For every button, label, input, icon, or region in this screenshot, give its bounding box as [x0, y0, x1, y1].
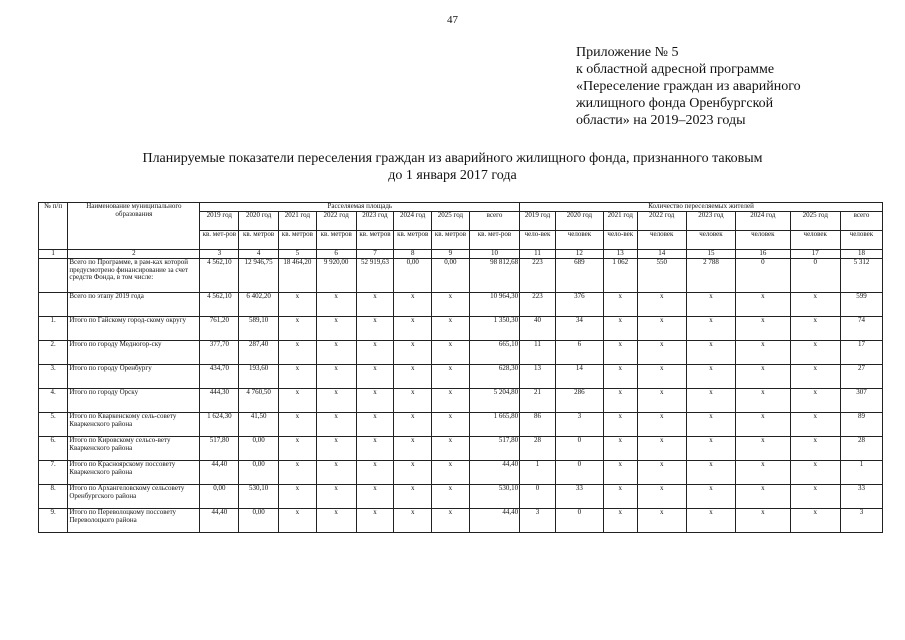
column-number: 7 — [356, 250, 394, 259]
row-value: 550 — [637, 259, 686, 293]
row-value: х — [686, 293, 735, 317]
table-row — [39, 259, 883, 293]
row-value: 761,20 — [200, 317, 239, 341]
row-value: х — [686, 437, 735, 461]
row-value: 13 — [520, 365, 556, 389]
row-value: 193,60 — [239, 365, 279, 389]
row-value: х — [432, 437, 470, 461]
row-number: 6. — [39, 437, 68, 461]
header-area-unit: кв. метров — [279, 231, 317, 250]
row-value: 33 — [555, 485, 603, 509]
row-value: х — [736, 317, 791, 341]
column-number: 1 — [39, 250, 68, 259]
row-value: х — [604, 437, 638, 461]
column-number: 14 — [637, 250, 686, 259]
header-area-unit: кв. метров — [316, 231, 356, 250]
row-value: 517,80 — [200, 437, 239, 461]
row-number: 1. — [39, 317, 68, 341]
appendix-line: области» на 2019–2023 годы — [576, 113, 746, 128]
row-value: 27 — [840, 365, 882, 389]
row-name: Итого по Кваркенскому сель-совету Кваркенского района — [68, 413, 200, 437]
row-value: 0 — [555, 437, 603, 461]
row-value: х — [604, 341, 638, 365]
row-value: х — [316, 293, 356, 317]
header-area-unit: кв. метров — [239, 231, 279, 250]
row-value: 9 920,00 — [316, 259, 356, 293]
row-value: х — [736, 461, 791, 485]
row-value: 0,00 — [239, 509, 279, 533]
row-name: Всего по Программе, в рам-ках которой предусмотрено финансирование за счет средств Фонда, в том числе: — [68, 259, 200, 293]
row-value: х — [279, 389, 317, 413]
row-value: 28 — [520, 437, 556, 461]
row-value: х — [279, 341, 317, 365]
row-value: х — [790, 293, 840, 317]
row-value: 34 — [555, 317, 603, 341]
row-value: 0,00 — [394, 259, 432, 293]
header-area-year: 2024 год — [394, 212, 432, 231]
row-value: 0,00 — [200, 485, 239, 509]
document-title-line: до 1 января 2017 года — [388, 168, 517, 183]
header-people-year: 2025 год — [790, 212, 840, 231]
row-name: Итого по городу Оренбургу — [68, 365, 200, 389]
table-row — [39, 341, 883, 365]
row-value: 223 — [520, 259, 556, 293]
header-people-year: 2021 год — [604, 212, 638, 231]
row-value: х — [736, 437, 791, 461]
row-value: 223 — [520, 293, 556, 317]
row-value: 44,40 — [200, 509, 239, 533]
row-value: х — [604, 461, 638, 485]
row-name: Итого по городу Орску — [68, 389, 200, 413]
header-area-year: 2025 год — [432, 212, 470, 231]
row-value: х — [316, 365, 356, 389]
column-number: 6 — [316, 250, 356, 259]
header-people-unit: человек — [840, 231, 882, 250]
row-value: 4 760,50 — [239, 389, 279, 413]
row-value: х — [279, 317, 317, 341]
row-value: х — [356, 509, 394, 533]
row-value: 1 624,30 — [200, 413, 239, 437]
row-value: 3 — [840, 509, 882, 533]
row-value: х — [394, 341, 432, 365]
column-number: 9 — [432, 250, 470, 259]
row-value: 1 — [840, 461, 882, 485]
table-row — [39, 461, 883, 485]
row-value: х — [432, 293, 470, 317]
row-value: х — [394, 437, 432, 461]
table-row — [39, 413, 883, 437]
row-value: 0,00 — [432, 259, 470, 293]
row-value: 3 — [555, 413, 603, 437]
row-value: х — [637, 365, 686, 389]
row-value: 665,10 — [469, 341, 519, 365]
row-value: х — [432, 413, 470, 437]
row-value: х — [604, 365, 638, 389]
row-value: х — [316, 437, 356, 461]
row-value: х — [790, 317, 840, 341]
row-value: х — [394, 389, 432, 413]
row-value: х — [279, 485, 317, 509]
row-value: х — [686, 461, 735, 485]
header-area-year: всего — [469, 212, 519, 231]
row-value: х — [432, 485, 470, 509]
row-value: 44,40 — [200, 461, 239, 485]
row-value: х — [356, 437, 394, 461]
row-value: 14 — [555, 365, 603, 389]
row-value: х — [356, 365, 394, 389]
row-value: х — [432, 509, 470, 533]
header-people-year: 2022 год — [637, 212, 686, 231]
header-area-unit: кв. мет-ров — [469, 231, 519, 250]
row-value: х — [356, 293, 394, 317]
table-row — [39, 509, 883, 533]
document-title-line: Планируемые показатели переселения граждан из аварийного жилищного фонда, признанного таковым — [142, 151, 763, 166]
document-title — [60, 150, 845, 184]
row-value: х — [604, 317, 638, 341]
column-number: 10 — [469, 250, 519, 259]
appendix-line: к областной адресной программе — [576, 62, 775, 77]
row-value: 10 964,30 — [469, 293, 519, 317]
row-value: 4 562,10 — [200, 293, 239, 317]
row-value: х — [316, 509, 356, 533]
row-value: х — [790, 437, 840, 461]
row-value: 17 — [840, 341, 882, 365]
row-value: х — [604, 293, 638, 317]
row-value: 2 788 — [686, 259, 735, 293]
row-value: х — [316, 317, 356, 341]
column-number: 3 — [200, 250, 239, 259]
row-value: х — [686, 413, 735, 437]
row-value: х — [686, 509, 735, 533]
row-value: х — [394, 293, 432, 317]
row-value: х — [316, 341, 356, 365]
row-value: х — [356, 389, 394, 413]
row-value: х — [356, 485, 394, 509]
row-value: х — [686, 317, 735, 341]
header-people-year: 2024 год — [736, 212, 791, 231]
row-value: 74 — [840, 317, 882, 341]
header-area-unit: кв. метров — [356, 231, 394, 250]
row-value: х — [316, 389, 356, 413]
row-value: х — [790, 461, 840, 485]
row-number — [39, 293, 68, 317]
row-value: х — [432, 389, 470, 413]
table-row — [39, 365, 883, 389]
row-value: 5 204,80 — [469, 389, 519, 413]
row-value: х — [736, 365, 791, 389]
row-value: х — [279, 509, 317, 533]
row-value: х — [686, 365, 735, 389]
row-number: 8. — [39, 485, 68, 509]
row-value: 287,40 — [239, 341, 279, 365]
row-value: 44,40 — [469, 509, 519, 533]
row-value: 0 — [736, 259, 791, 293]
header-people-unit: чело-век — [520, 231, 556, 250]
row-value: 4 562,10 — [200, 259, 239, 293]
row-number: 7. — [39, 461, 68, 485]
row-value: 21 — [520, 389, 556, 413]
row-name: Итого по Гайскому город-скому округу — [68, 317, 200, 341]
row-value: 530,10 — [239, 485, 279, 509]
row-value: х — [432, 461, 470, 485]
row-value: х — [637, 461, 686, 485]
resettlement-table — [38, 202, 883, 533]
column-numbers-row — [39, 250, 883, 259]
row-name: Итого по Кировскому сельсо-вету Кваркенского района — [68, 437, 200, 461]
row-value: х — [604, 509, 638, 533]
row-value: 376 — [555, 293, 603, 317]
header-people-year: 2020 год — [555, 212, 603, 231]
header-people-unit: человек — [790, 231, 840, 250]
row-value: 98 812,68 — [469, 259, 519, 293]
appendix-line: Приложение № 5 — [576, 45, 679, 60]
row-value: х — [637, 485, 686, 509]
row-value: х — [279, 413, 317, 437]
header-area-year: 2019 год — [200, 212, 239, 231]
appendix-line: «Переселение граждан из аварийного — [576, 79, 801, 94]
row-value: 0 — [555, 509, 603, 533]
column-number: 16 — [736, 250, 791, 259]
row-name: Всего по этапу 2019 года — [68, 293, 200, 317]
row-value: х — [637, 317, 686, 341]
table-body — [39, 203, 883, 533]
row-value: х — [790, 341, 840, 365]
row-value: 307 — [840, 389, 882, 413]
table-row — [39, 317, 883, 341]
header-area-year: 2022 год — [316, 212, 356, 231]
row-value: 517,80 — [469, 437, 519, 461]
header-people-unit: чело-век — [604, 231, 638, 250]
header-people-unit: человек — [686, 231, 735, 250]
table-row — [39, 293, 883, 317]
header-no: № п/п — [39, 203, 68, 250]
row-value: х — [279, 293, 317, 317]
row-value: х — [604, 485, 638, 509]
row-value: х — [736, 509, 791, 533]
row-value: х — [432, 341, 470, 365]
row-value: х — [790, 485, 840, 509]
table-row — [39, 389, 883, 413]
row-value: х — [736, 389, 791, 413]
row-value: 6 402,20 — [239, 293, 279, 317]
row-value: х — [637, 509, 686, 533]
row-name: Итого по городу Медногор-ску — [68, 341, 200, 365]
header-people-unit: человек — [637, 231, 686, 250]
row-value: х — [686, 485, 735, 509]
row-value: 1 665,80 — [469, 413, 519, 437]
row-number: 2. — [39, 341, 68, 365]
row-value: 6 — [555, 341, 603, 365]
row-name: Итого по Красноярскому поссовету Кваркенского района — [68, 461, 200, 485]
row-value: х — [790, 413, 840, 437]
row-value: 286 — [555, 389, 603, 413]
row-value: 89 — [840, 413, 882, 437]
row-value: 0 — [555, 461, 603, 485]
row-value: 52 919,63 — [356, 259, 394, 293]
row-value: х — [736, 341, 791, 365]
header-area-unit: кв. метров — [432, 231, 470, 250]
row-value: х — [316, 461, 356, 485]
column-number: 15 — [686, 250, 735, 259]
row-value: 0,00 — [239, 461, 279, 485]
column-number: 2 — [68, 250, 200, 259]
column-number: 11 — [520, 250, 556, 259]
row-value: х — [394, 413, 432, 437]
header-people-year: 2019 год — [520, 212, 556, 231]
row-value: х — [394, 365, 432, 389]
row-value: 0,00 — [239, 437, 279, 461]
column-number: 17 — [790, 250, 840, 259]
row-value: 589,10 — [239, 317, 279, 341]
row-value: 28 — [840, 437, 882, 461]
appendix-line: жилищного фонда Оренбургской — [576, 96, 774, 111]
row-value: х — [394, 509, 432, 533]
row-value: 44,40 — [469, 461, 519, 485]
column-number: 12 — [555, 250, 603, 259]
row-value: 434,70 — [200, 365, 239, 389]
row-number: 9. — [39, 509, 68, 533]
table-row — [39, 437, 883, 461]
column-number: 8 — [394, 250, 432, 259]
row-value: 12 946,75 — [239, 259, 279, 293]
row-value: х — [356, 341, 394, 365]
row-value: 0 — [790, 259, 840, 293]
row-value: 444,30 — [200, 389, 239, 413]
page-number: 47 — [447, 14, 458, 26]
row-value: х — [279, 461, 317, 485]
row-value: 530,10 — [469, 485, 519, 509]
header-name: Наименование муниципального образования — [68, 203, 200, 250]
row-value: 86 — [520, 413, 556, 437]
column-number: 13 — [604, 250, 638, 259]
row-value: х — [686, 341, 735, 365]
row-value: х — [790, 389, 840, 413]
header-area-year: 2023 год — [356, 212, 394, 231]
row-value: х — [432, 365, 470, 389]
row-value: х — [394, 317, 432, 341]
header-people-unit: человек — [555, 231, 603, 250]
row-value: 3 — [520, 509, 556, 533]
row-value: х — [736, 293, 791, 317]
row-number: 3. — [39, 365, 68, 389]
column-number: 4 — [239, 250, 279, 259]
row-value: 377,70 — [200, 341, 239, 365]
header-people-year: 2023 год — [686, 212, 735, 231]
row-value: 628,30 — [469, 365, 519, 389]
header-area-group: Расселяемая площадь — [200, 203, 520, 212]
header-area-year: 2021 год — [279, 212, 317, 231]
row-value: х — [686, 389, 735, 413]
row-value: х — [604, 389, 638, 413]
row-value: 18 464,20 — [279, 259, 317, 293]
row-value: 33 — [840, 485, 882, 509]
header-row — [39, 203, 883, 212]
column-number: 5 — [279, 250, 317, 259]
row-value: 0 — [520, 485, 556, 509]
row-value: 1 350,30 — [469, 317, 519, 341]
row-value: х — [279, 365, 317, 389]
row-value: х — [637, 293, 686, 317]
row-value: 1 — [520, 461, 556, 485]
row-value: х — [637, 341, 686, 365]
row-value: 41,50 — [239, 413, 279, 437]
row-name: Итого по Архангеловскому сельсовету Оренбургского района — [68, 485, 200, 509]
row-value: х — [316, 485, 356, 509]
row-value: х — [736, 485, 791, 509]
row-value: х — [790, 365, 840, 389]
row-value: 11 — [520, 341, 556, 365]
row-value: х — [604, 413, 638, 437]
row-value: 1 062 — [604, 259, 638, 293]
row-value: х — [356, 317, 394, 341]
row-number: 4. — [39, 389, 68, 413]
row-number: 5. — [39, 413, 68, 437]
row-value: х — [279, 437, 317, 461]
column-number: 18 — [840, 250, 882, 259]
header-people-year: всего — [840, 212, 882, 231]
row-value: х — [432, 317, 470, 341]
row-value: 599 — [840, 293, 882, 317]
row-value: х — [637, 437, 686, 461]
row-value: х — [637, 389, 686, 413]
row-value: 40 — [520, 317, 556, 341]
header-people-group: Количество переселяемых жителей — [520, 203, 883, 212]
row-value: х — [316, 413, 356, 437]
header-area-unit: кв. метров — [394, 231, 432, 250]
row-value: х — [637, 413, 686, 437]
header-people-unit: человек — [736, 231, 791, 250]
row-value: х — [736, 413, 791, 437]
row-name: Итого по Переволоцкому поссовету Переволоцкого района — [68, 509, 200, 533]
row-number — [39, 259, 68, 293]
row-value: х — [790, 509, 840, 533]
header-area-unit: кв. мет-ров — [200, 231, 239, 250]
row-value: х — [356, 413, 394, 437]
row-value: х — [394, 485, 432, 509]
header-area-year: 2020 год — [239, 212, 279, 231]
appendix-note — [576, 44, 876, 129]
table-row — [39, 485, 883, 509]
row-value: 689 — [555, 259, 603, 293]
row-value: х — [394, 461, 432, 485]
row-value: 5 312 — [840, 259, 882, 293]
row-value: х — [356, 461, 394, 485]
